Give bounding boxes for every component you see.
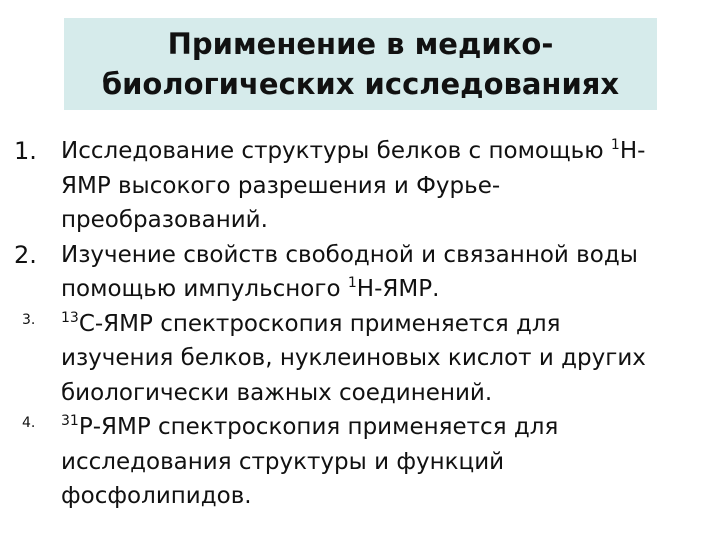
list-item-2-line-1: Изучение свойств свободной и связанной воды xyxy=(61,241,638,268)
list-item-1-text-a: Исследование структуры белков с помощью xyxy=(61,138,611,164)
list-item-4-line-3: фосфолипидов. xyxy=(61,483,252,509)
list-marker-2: 2. xyxy=(14,240,37,269)
list-item-2-text-b: Н-ЯМР. xyxy=(356,276,440,302)
list-item-1-line-3: преобразований. xyxy=(61,207,268,233)
superscript-mass-number: 31 xyxy=(61,413,79,429)
superscript-mass-number: 1 xyxy=(347,275,357,291)
list-item-1-line-1 xyxy=(61,134,704,169)
list-item-3-line-3: биологически важных соединений. xyxy=(61,379,493,406)
list-item-4 xyxy=(14,410,704,514)
list-marker-3: 3. xyxy=(22,311,36,328)
list-marker-1: 1. xyxy=(14,137,37,165)
superscript-mass-number: 13 xyxy=(61,309,79,326)
list-item-1 xyxy=(14,134,704,238)
list-item-3-text-a: С-ЯМР спектроскопия применяется для xyxy=(78,310,561,337)
superscript-mass-number: 1 xyxy=(610,137,620,153)
list-item-3 xyxy=(14,307,704,411)
list-marker-4: 4. xyxy=(22,415,36,431)
list-item-3-line-1 xyxy=(61,307,704,342)
list-item-3-line-2: изучения белков, нуклеиновых кислот и других xyxy=(61,345,646,371)
list-item-2 xyxy=(14,238,704,307)
title-line-1: Применение в медико- xyxy=(167,27,554,61)
title-box xyxy=(64,18,657,110)
list-item-1-line-2: ЯМР высокого разрешения и Фурье- xyxy=(61,172,501,199)
numbered-list xyxy=(14,134,704,514)
list-item-4-line-2: исследования структуры и функций xyxy=(61,448,505,475)
title-line-2: биологических исследованиях xyxy=(101,67,620,101)
list-item-4-line-1 xyxy=(61,410,704,445)
list-item-2-text-a: помощью импульсного xyxy=(61,276,348,302)
list-item-1-text-b: Н- xyxy=(619,138,646,164)
list-item-2-line-2 xyxy=(61,272,704,307)
list-item-4-text-a: Р-ЯМР спектроскопия применяется для xyxy=(78,414,559,440)
